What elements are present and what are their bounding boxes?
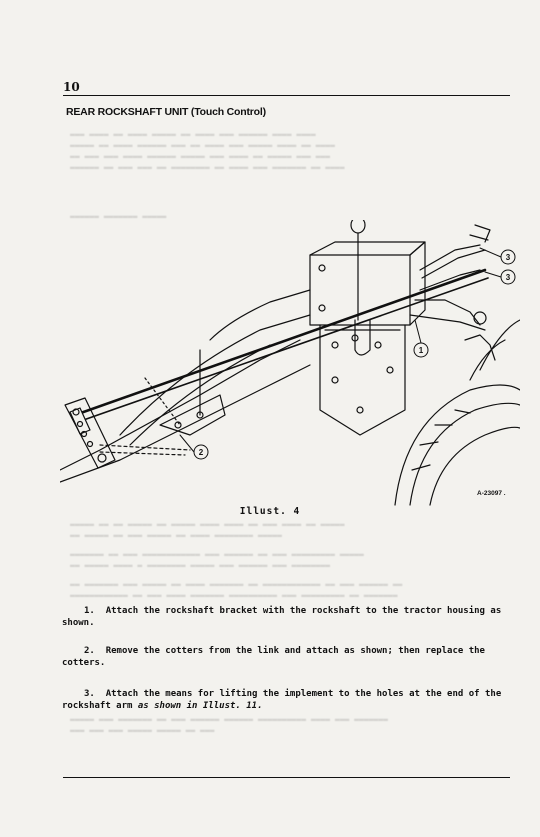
step-number: 1. bbox=[84, 606, 95, 616]
step-3 bbox=[62, 689, 510, 712]
step-text: Remove the cotters from the link and attach as shown; then replace the cotters. bbox=[62, 646, 485, 668]
illustration-reference: as shown in Illust. 11. bbox=[137, 700, 263, 711]
step-text: Attach the means for lifting the implement to the holes at the end of the rockshaft arm bbox=[62, 689, 502, 711]
step-number: 3. bbox=[84, 689, 95, 699]
page-number: 10 bbox=[63, 80, 80, 94]
tractor-housing bbox=[60, 290, 310, 482]
rockshaft-illustration bbox=[60, 220, 520, 510]
header-rule bbox=[63, 95, 510, 96]
section-title: REAR ROCKSHAFT UNIT (Touch Control) bbox=[66, 106, 266, 118]
callout-label-3-lower: 3 bbox=[505, 273, 511, 282]
callout-label-2: 2 bbox=[198, 448, 204, 457]
footer-rule bbox=[63, 777, 510, 778]
callout-label-1: 1 bbox=[418, 346, 424, 355]
callout-label-3-upper: 3 bbox=[505, 253, 511, 262]
step-number: 2. bbox=[84, 646, 95, 656]
step-1 bbox=[62, 606, 510, 629]
center-casting bbox=[320, 320, 405, 435]
step-2 bbox=[62, 646, 510, 669]
illustration-caption: Illust. 4 bbox=[239, 506, 301, 517]
linkage bbox=[410, 225, 490, 330]
step-text: Attach the rockshaft bracket with the rockshaft to the tractor housing as shown. bbox=[62, 606, 502, 628]
rockshaft-arm bbox=[65, 398, 115, 468]
tractor-wheel bbox=[395, 320, 520, 505]
figure-number: A-23097 . bbox=[477, 490, 506, 497]
control-box bbox=[310, 220, 425, 325]
